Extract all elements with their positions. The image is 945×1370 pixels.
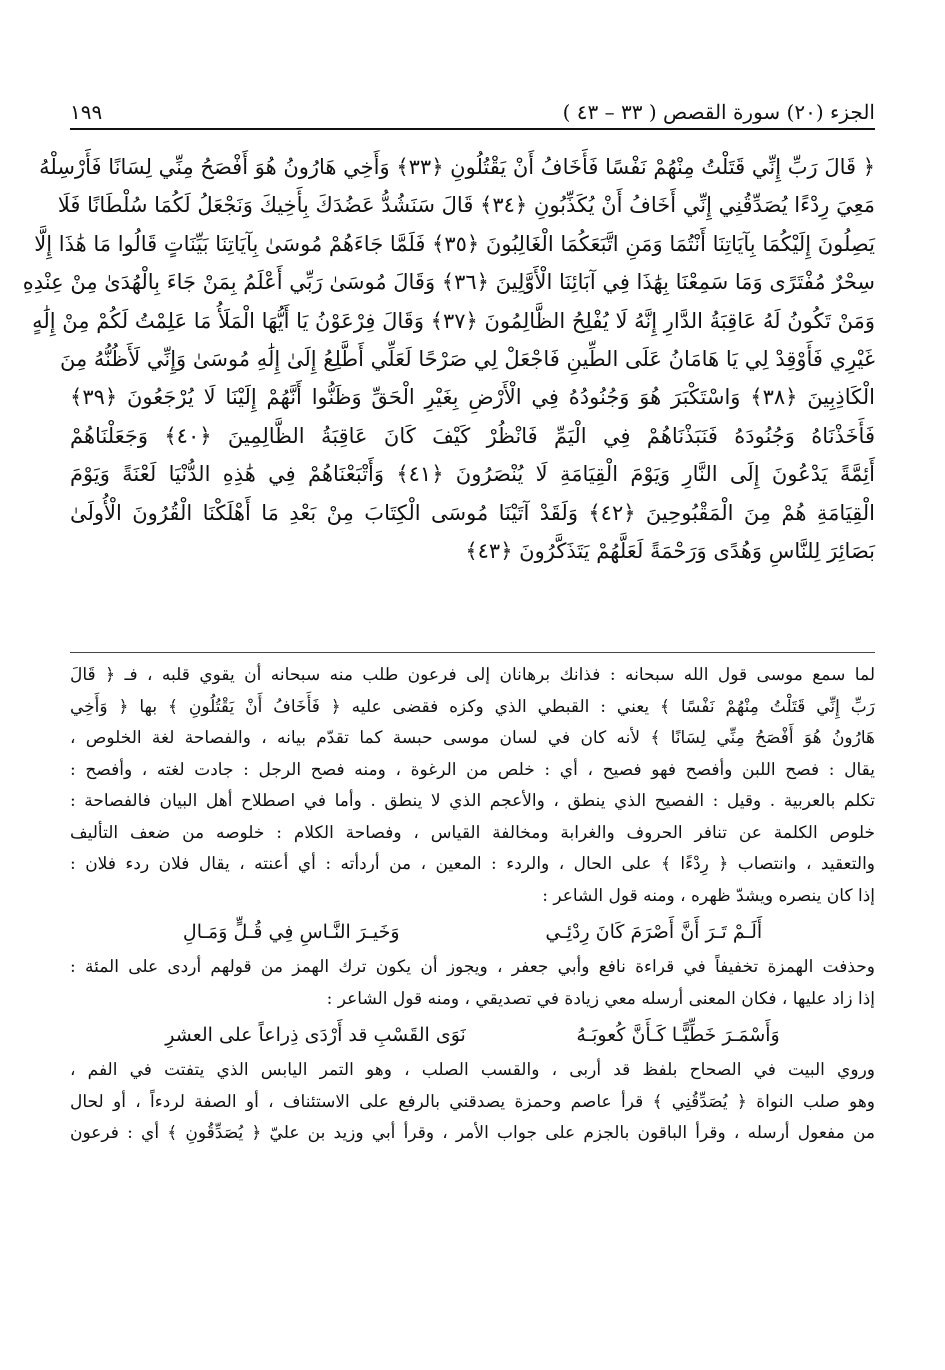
tafsir-line: رَبِّ إِنِّي قَتَلْتُ مِنْهُمْ نَفْسًا ﴾ يعني : القبطي الذي وكزه فقضى عليه ﴿ فَأَخَافُ أَنْ يَقْتُلُونِ ﴾ بها ﴿ وَأَخِي [70, 696, 875, 717]
header-divider [70, 128, 875, 130]
poetry-verse [70, 912, 875, 952]
tafsir-line: خلوص الكلمة عن تنافر الحروف والغرابة ومخالفة القياس ، وفصاحة الكلام : خلوصه من ضعف التأليف [70, 822, 875, 843]
tafsir-line: وحذفت الهمزة تخفيفاً في قراءة نافع وأبي جعفر ، ويجوز أن يكون ترك الهمز من قولهم أردى على المئة : [70, 957, 875, 977]
tafsir-line: من مفعول أرسله ، وقرأ الباقون بالجزم على جواب الأمر ، وقرأ أبي وزيد بن عليّ ﴿ يُصَدِّقُونِ ﴾ أي : فرعون [70, 1123, 875, 1143]
verse-first-hemistich: أَلَـمْ تَـرَ أَنَّ أَصْرَمَ كَانَ رِدْئِـي [545, 921, 763, 943]
quran-text [22, 148, 875, 570]
quran-line: يَصِلُونَ إِلَيْكُمَا بِآيَاتِنَا أَنْتُمَا وَمَنِ اتَّبَعَكُمَا الْغَالِبُونَ ﴿٣٥﴾ فَلَمَّا جَاءَهُمْ مُوسَىٰ بِآيَاتِنَا بَيِّنَاتٍ قَالُوا مَا هَٰذَا إِلَّا [34, 231, 875, 256]
tafsir-line: يقال : فصح اللبن وأفصح فهو فصيح ، أي : خلص من الرغوة ، ومنه فصح الرجل : جادت لغته ، وأفصح : [70, 759, 875, 780]
page-number: ١٩٩ [70, 100, 103, 124]
tafsir-line: وروي البيت في الصحاح بلفظ قد أربى ، والقسب الصلب ، وهو التمر اليابس الذي يتفتت في الفم ، [70, 1060, 875, 1080]
quran-line: ﴿ قَالَ رَبِّ إِنِّي قَتَلْتُ مِنْهُمْ نَفْسًا فَأَخَافُ أَنْ يَقْتُلُونِ ﴿٣٣﴾ وَأَخِي هَارُونُ هُوَ أَفْصَحُ مِنِّي لِسَانًا فَأَرْسِلْهُ [39, 155, 875, 179]
quran-line: فَأَخَذْنَاهُ وَجُنُودَهُ فَنَبَذْنَاهُمْ فِي الْيَمِّ فَانْظُرْ كَيْفَ كَانَ عَاقِبَةُ الظَّالِمِينَ ﴿٤٠﴾ وَجَعَلْنَاهُمْ [70, 423, 875, 448]
page-header [70, 92, 875, 124]
quran-line: بَصَائِرَ لِلنَّاسِ وَهُدًى وَرَحْمَةً لَعَلَّهُمْ يَتَذَكَّرُونَ ﴿٤٣﴾ [465, 538, 875, 563]
tafsir-line: تكلم بالعربية . وقيل : الفصيح الذي ينطق ، والأعجم الذي لا ينطق . وأما في اصطلاح أهل البيان فالفصاحة : [70, 791, 875, 811]
quran-line: غَيْرِي فَأَوْقِدْ لِي يَا هَامَانُ عَلَى الطِّينِ فَاجْعَلْ لِي صَرْحًا لَعَلِّي أَطَّلِعُ إِلَىٰ إِلَٰهِ مُوسَىٰ وَإِنِّي لَأَظُنُّهُ مِنَ [59, 346, 875, 371]
verse-second-hemistich: نَوَى القَسْبِ قد أَرْدَى ذِراعاً على العشرِ [165, 1024, 466, 1046]
tafsir-line: إذا زاد عليها ، فكان المعنى أرسله معي زيادة في تصديقي ، ومنه قول الشاعر : [326, 988, 875, 1009]
verse-first-hemistich: وَأَسْمَـرَ خَطِّيًّـا كَـأَنَّ كُعوبَـهُ [576, 1024, 780, 1046]
quran-line: الْكَاذِبِينَ ﴿٣٨﴾ وَاسْتَكْبَرَ هُوَ وَجُنُودُهُ فِي الْأَرْضِ بِغَيْرِ الْحَقِّ وَظَنُّوا أَنَّهُمْ إِلَيْنَا لَا يُرْجَعُونَ ﴿٣٩﴾ [70, 385, 875, 410]
quran-line: مَعِيَ رِدْءًا يُصَدِّقُنِي إِنِّي أَخَافُ أَنْ يُكَذِّبُونِ ﴿٣٤﴾ قَالَ سَنَشُدُّ عَضُدَكَ بِأَخِيكَ وَنَجْعَلُ لَكُمَا سُلْطَانًا فَلَا [57, 193, 875, 218]
poetry-verse [70, 1015, 875, 1055]
verse-second-hemistich: وَخَيـرَ النَّـاسِ فِي قُـلٍّ وَمَـالِ [182, 921, 400, 943]
tafsir-line: إذا كان ينصره ويشدّ ظهره ، ومنه قول الشاعر : [542, 885, 875, 906]
quran-line: وَمَنْ تَكُونُ لَهُ عَاقِبَةُ الدَّارِ إِنَّهُ لَا يُفْلِحُ الظَّالِمُونَ ﴿٣٧﴾ وَقَالَ فِرْعَوْنُ يَا أَيُّهَا الْمَلَأُ مَا عَلِمْتُ لَكُمْ مِنْ إِلَٰهٍ [32, 308, 875, 333]
quran-line: الْقِيَامَةِ هُمْ مِنَ الْمَقْبُوحِينَ ﴿٤٢﴾ وَلَقَدْ آتَيْنَا مُوسَى الْكِتَابَ مِنْ بَعْدِ مَا أَهْلَكْنَا الْقُرُونَ الْأُولَىٰ [70, 500, 875, 525]
section-divider [70, 652, 875, 653]
tafsir-line: والتعقيد ، وانتصاب ﴿ رِدْءًا ﴾ على الحال ، والردء : المعين ، من أردأته : أي أعنته ، يقال فلان ردء فلان : [70, 854, 875, 874]
tafsir-commentary [70, 660, 875, 1150]
tafsir-line: وهو صلب النواة ﴿ يُصَدِّقُنِي ﴾ قرأ عاصم وحمزة يصدقني بالرفع على الاستئناف ، أو الصفة لردءاً ، أو لحال [70, 1091, 875, 1112]
quran-line: أَئِمَّةً يَدْعُونَ إِلَى النَّارِ وَيَوْمَ الْقِيَامَةِ لَا يُنْصَرُونَ ﴿٤١﴾ وَأَتْبَعْنَاهُمْ فِي هَٰذِهِ الدُّنْيَا لَعْنَةً وَيَوْمَ [70, 462, 875, 487]
header-title: الجزء (٢٠) سورة القصص ( ٣٣ – ٤٣ ) [562, 100, 875, 124]
tafsir-line: لما سمع موسى قول الله سبحانه : فذانك برهانان إلى فرعون طلب منه سبحانه أن يقوي قلبه ، فـ ﴿ قَالَ [70, 665, 875, 685]
quran-line: سِحْرٌ مُفْتَرًى وَمَا سَمِعْنَا بِهَٰذَا فِي آبَائِنَا الْأَوَّلِينَ ﴿٣٦﴾ وَقَالَ مُوسَىٰ رَبِّي أَعْلَمُ بِمَنْ جَاءَ بِالْهُدَىٰ مِنْ عِنْدِهِ [22, 270, 875, 295]
tafsir-line: هَارُونُ هُوَ أَفْصَحُ مِنِّي لِسَانًا ﴾ لأنه كان في لسان موسى حبسة كما تقدّم بيانه ، والفصاحة لغة الخلوص ، [70, 728, 875, 748]
